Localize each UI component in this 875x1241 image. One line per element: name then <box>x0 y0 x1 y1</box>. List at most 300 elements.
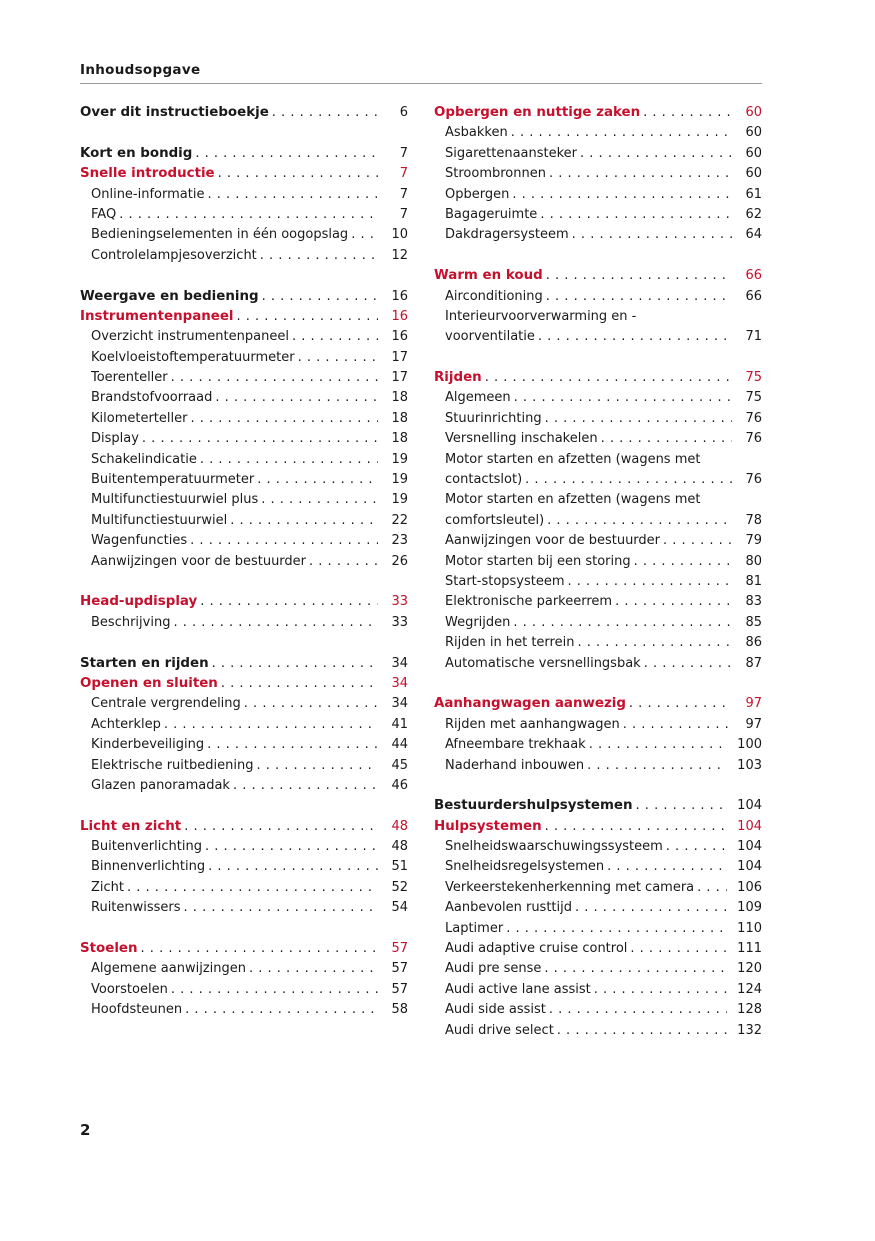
toc-page-number: 16 <box>391 288 408 304</box>
toc-entry-title: Algemeen <box>445 390 511 406</box>
toc-page-number: 6 <box>399 105 408 120</box>
toc-page-number: 33 <box>391 594 408 610</box>
toc-entry-audi-drive-select[interactable] <box>434 1021 762 1041</box>
toc-entry-title: Rijden in het terrein <box>445 635 575 651</box>
toc-entry-opbergen[interactable] <box>434 185 762 205</box>
toc-entry-title: Snelle introductie <box>80 166 215 182</box>
toc-chapter-rijden[interactable] <box>434 368 762 388</box>
toc-page-number: 66 <box>745 288 762 304</box>
dot-leader <box>549 164 732 184</box>
toc-entry-title: Head-updisplay <box>80 594 198 610</box>
toc-entry-title: Brandstofvoorraad <box>91 390 213 406</box>
toc-entry-title: Afneembare trekhaak <box>445 737 586 753</box>
toc-page-number: 103 <box>737 757 762 773</box>
section-spacer <box>434 246 762 266</box>
toc-entry-zicht[interactable] <box>80 878 408 898</box>
toc-entry-naderhand-inbouwen[interactable] <box>434 756 762 776</box>
toc-page-number: 120 <box>737 961 762 977</box>
toc-chapter-kort-en-bondig[interactable] <box>80 144 408 164</box>
toc-entry-verkeerstekenherkenning-met-camera[interactable] <box>434 878 762 898</box>
dot-leader <box>557 1021 727 1041</box>
toc-entry-kinderbeveiliging[interactable] <box>80 735 408 755</box>
toc-entry-title: Weergave en bediening <box>80 288 259 304</box>
dot-leader <box>545 409 732 429</box>
toc-entry-title: Audi side assist <box>445 1002 546 1018</box>
toc-page-number: 104 <box>737 818 762 834</box>
toc-chapter-licht-en-zicht[interactable] <box>80 817 408 837</box>
toc-entry-glazen-panoramadak[interactable] <box>80 776 408 796</box>
dot-leader <box>141 939 378 959</box>
dot-leader <box>261 490 378 510</box>
toc-page-number: 132 <box>737 1022 762 1038</box>
toc-entry-title: Over dit instructieboekje <box>80 105 269 120</box>
toc-entry-kilometerteller[interactable] <box>80 409 408 429</box>
section-spacer <box>80 796 408 816</box>
toc-entry-title: Snelheidswaarschuwingssysteem <box>445 839 663 855</box>
toc-entry-title: Ruitenwissers <box>91 900 181 916</box>
toc-entry-title: Elektrische ruitbediening <box>91 757 254 773</box>
toc-page-number: 60 <box>745 166 762 182</box>
toc-page-number: 80 <box>745 553 762 569</box>
dot-leader <box>262 287 378 307</box>
toc-page-number: 64 <box>745 227 762 243</box>
toc-entry-elektrische-ruitbediening[interactable] <box>80 756 408 776</box>
toc-page-number: 86 <box>745 635 762 651</box>
toc-page-number: 7 <box>399 206 408 222</box>
toc-entry-online-informatie[interactable] <box>80 185 408 205</box>
toc-page-number: 17 <box>391 349 408 365</box>
dot-leader <box>218 164 378 184</box>
dot-leader <box>589 735 727 755</box>
toc-entry-audi-active-lane-assist[interactable] <box>434 980 762 1000</box>
toc-page-number: 97 <box>745 696 762 712</box>
toc-page-number: 76 <box>745 431 762 447</box>
toc-entry-title: Snelheidsregelsystemen <box>445 859 605 875</box>
toc-entry-title: Schakelindicatie <box>91 451 197 467</box>
toc-entry-voorstoelen[interactable] <box>80 980 408 1000</box>
toc-page-number: 79 <box>745 533 762 549</box>
toc-entry-title: Start-stopsysteem <box>445 573 565 589</box>
toc-entry-title: Zicht <box>91 879 125 895</box>
toc-chapter-bestuurdershulpsystemen[interactable] <box>434 796 762 816</box>
toc-entry-aanwijzingen-voor-de-bestuurder[interactable] <box>80 552 408 572</box>
toc-entry-title: Airconditioning <box>445 288 543 304</box>
toc-entry-title: Online-informatie <box>91 186 205 202</box>
toc-entry-title: Audi adaptive cruise control <box>445 941 628 957</box>
toc-page-number: 18 <box>391 431 408 447</box>
toc-entry-title: Rijden <box>434 370 482 386</box>
toc-entry-title: Asbakken <box>445 125 508 141</box>
toc-entry-bedieningselementen-in-een-oogopslag[interactable] <box>80 225 408 245</box>
dot-leader <box>249 959 378 979</box>
toc-page-number: 85 <box>745 614 762 630</box>
toc-page-number: 71 <box>745 329 762 345</box>
toc-entry-beschrijving[interactable] <box>80 613 408 633</box>
dot-leader <box>587 756 727 776</box>
section-spacer <box>434 776 762 796</box>
toc-entry-motor-starten-en-afzetten-wagens-met[interactable] <box>434 450 762 470</box>
dot-leader <box>634 552 732 572</box>
toc-entry-title: Automatische versnellingsbak <box>445 655 641 671</box>
toc-entry-stuurinrichting[interactable] <box>434 409 762 429</box>
toc-page-number: 16 <box>391 308 408 324</box>
toc-entry-start-stopsysteem[interactable] <box>434 572 762 592</box>
toc-page-number: 87 <box>745 655 762 671</box>
toc-entry-multifunctiestuurwiel[interactable] <box>80 511 408 531</box>
toc-entry-voorventilatie[interactable] <box>434 327 762 347</box>
dot-leader <box>568 572 732 592</box>
toc-entry-audi-pre-sense[interactable] <box>434 959 762 979</box>
toc-entry-buitenverlichting[interactable] <box>80 837 408 857</box>
dot-leader <box>244 694 378 714</box>
toc-entry-title: Display <box>91 431 139 447</box>
toc-entry-algemeen[interactable] <box>434 388 762 408</box>
dot-leader <box>208 857 378 877</box>
toc-entry-snelheidsregelsystemen[interactable] <box>434 857 762 877</box>
toc-entry-faq[interactable] <box>80 205 408 225</box>
toc-entry-wegrijden[interactable] <box>434 613 762 633</box>
dot-leader <box>212 654 378 674</box>
toc-page-number: 19 <box>391 472 408 488</box>
toc-entry-title: Audi drive select <box>445 1022 554 1038</box>
toc-entry-title: Kort en bondig <box>80 145 193 161</box>
dot-leader <box>298 348 378 368</box>
toc-entry-audi-adaptive-cruise-control[interactable] <box>434 939 762 959</box>
dot-leader <box>630 939 727 959</box>
dot-leader <box>185 1000 378 1020</box>
toc-entry-title: Centrale vergrendeling <box>91 696 241 712</box>
toc-entry-title: Motor starten bij een storing <box>445 553 631 569</box>
toc-entry-title: Multifunctiestuurwiel plus <box>91 492 259 508</box>
dot-leader <box>205 837 378 857</box>
toc-page-number: 33 <box>391 614 408 630</box>
dot-leader <box>309 552 378 572</box>
dot-leader <box>663 531 732 551</box>
toc-page-number: 58 <box>391 1002 408 1018</box>
dot-leader <box>119 205 378 225</box>
toc-entry-title: Interieurvoorverwarming en - <box>445 308 637 324</box>
toc-entry-title: Hulpsystemen <box>434 818 542 834</box>
toc-page-number: 54 <box>391 900 408 916</box>
dot-leader <box>351 225 378 245</box>
toc-entry-automatische-versnellingsbak[interactable] <box>434 654 762 674</box>
dot-leader <box>644 654 732 674</box>
toc-entry-snelheidswaarschuwingssysteem[interactable] <box>434 837 762 857</box>
dot-leader <box>580 144 732 164</box>
dot-leader <box>538 327 732 347</box>
toc-page-number: 41 <box>391 716 408 732</box>
toc-chapter-aanhangwagen-aanwezig[interactable] <box>434 694 762 714</box>
toc-entry-motor-starten-en-afzetten-wagens-met[interactable] <box>434 490 762 510</box>
dot-leader <box>636 796 728 816</box>
toc-entry-title: Verkeerstekenherkenning met camera <box>445 879 695 895</box>
dot-leader <box>575 898 727 918</box>
toc-entry-audi-side-assist[interactable] <box>434 1000 762 1020</box>
dot-leader <box>513 613 732 633</box>
toc-page-number: 7 <box>399 145 408 161</box>
toc-entry-title: Buitentemperatuurmeter <box>91 472 255 488</box>
dot-leader <box>272 103 378 123</box>
dot-leader <box>546 287 732 307</box>
toc-entry-multifunctiestuurwiel-plus[interactable] <box>80 490 408 510</box>
dot-leader <box>127 878 378 898</box>
toc-entry-title: Aanhangwagen aanwezig <box>434 696 626 712</box>
dot-leader <box>512 185 732 205</box>
toc-entry-brandstofvoorraad[interactable] <box>80 388 408 408</box>
toc-page-number: 22 <box>391 512 408 528</box>
toc-entry-title: Binnenverlichting <box>91 859 206 875</box>
dot-leader <box>601 429 732 449</box>
toc-page-number: 106 <box>737 879 762 895</box>
toc-page-number: 48 <box>391 839 408 855</box>
dot-leader <box>200 592 378 612</box>
toc-page-number: 7 <box>399 166 408 182</box>
toc-page-number: 48 <box>391 818 408 834</box>
toc-chapter-snelle-introductie[interactable] <box>80 164 408 184</box>
dot-leader <box>506 919 727 939</box>
toc-entry-rijden-met-aanhangwagen[interactable] <box>434 715 762 735</box>
toc-chapter-instrumentenpaneel[interactable] <box>80 307 408 327</box>
toc-page-number: 110 <box>737 920 762 936</box>
toc-chapter-over-dit-instructieboekje[interactable] <box>80 103 408 123</box>
dot-leader <box>629 694 732 714</box>
toc-page-number: 109 <box>737 900 762 916</box>
dot-leader <box>485 368 732 388</box>
toc-entry-title: Opbergen en nuttige zaken <box>434 105 641 120</box>
dot-leader <box>545 817 728 837</box>
toc-entry-title: Audi active lane assist <box>445 981 591 997</box>
dot-leader <box>207 185 378 205</box>
dot-leader <box>221 674 378 694</box>
toc-entry-title: Toerenteller <box>91 370 168 386</box>
toc-page-number: 7 <box>399 186 408 202</box>
dot-leader <box>164 715 378 735</box>
dot-leader <box>511 123 732 143</box>
dot-leader <box>230 511 378 531</box>
toc-entry-asbakken[interactable] <box>434 123 762 143</box>
toc-entry-title: Glazen panoramadak <box>91 777 230 793</box>
toc-left-column <box>80 103 408 1021</box>
toc-page-number: 104 <box>737 859 762 875</box>
toc-entry-bagageruimte[interactable] <box>434 205 762 225</box>
toc-entry-title: Hoofdsteunen <box>91 1002 183 1018</box>
toc-entry-title: Bagageruimte <box>445 206 538 222</box>
toc-entry-title: Dakdragersysteem <box>445 227 569 243</box>
toc-chapter-hulpsystemen[interactable] <box>434 817 762 837</box>
toc-page-number: 81 <box>745 573 762 589</box>
section-spacer <box>434 674 762 694</box>
section-spacer <box>80 572 408 592</box>
dot-leader <box>173 613 378 633</box>
dot-leader <box>666 837 727 857</box>
toc-page-number: 46 <box>391 777 408 793</box>
toc-page-number: 60 <box>745 105 762 120</box>
toc-entry-title: Multifunctiestuurwiel <box>91 512 228 528</box>
toc-entry-title: Rijden met aanhangwagen <box>445 716 620 732</box>
toc-entry-title: Stuurinrichting <box>445 410 542 426</box>
toc-entry-ruitenwissers[interactable] <box>80 898 408 918</box>
toc-entry-aanwijzingen-voor-de-bestuurder[interactable] <box>434 531 762 551</box>
dot-leader <box>514 388 732 408</box>
page-number: 2 <box>80 1121 91 1139</box>
dot-leader <box>257 470 378 490</box>
toc-entry-title: Elektronische parkeerrem <box>445 594 613 610</box>
toc-page-number: 83 <box>745 594 762 610</box>
toc-chapter-warm-en-koud[interactable] <box>434 266 762 286</box>
toc-entry-title: Aanwijzingen voor de bestuurder <box>91 553 307 569</box>
toc-entry-elektronische-parkeerrem[interactable] <box>434 592 762 612</box>
header-title: Inhoudsopgave <box>80 62 201 78</box>
toc-page-number: 76 <box>745 410 762 426</box>
dot-leader <box>190 409 378 429</box>
dot-leader <box>643 103 732 123</box>
toc-page-number: 52 <box>391 879 408 895</box>
toc-entry-rijden-in-het-terrein[interactable] <box>434 633 762 653</box>
toc-page-number: 19 <box>391 451 408 467</box>
toc-page-number: 16 <box>391 329 408 345</box>
toc-page-number: 19 <box>391 492 408 508</box>
dot-leader <box>292 327 378 347</box>
toc-entry-title: Wegrijden <box>445 614 511 630</box>
toc-entry-title: Versnelling inschakelen <box>445 431 598 447</box>
toc-entry-hoofdsteunen[interactable] <box>80 1000 408 1020</box>
dot-leader <box>237 307 378 327</box>
toc-chapter-openen-en-sluiten[interactable] <box>80 674 408 694</box>
toc-page-number: 57 <box>391 961 408 977</box>
toc-entry-title: Bedieningselementen in één oogopslag <box>91 227 349 243</box>
toc-entry-title: Aanbevolen rusttijd <box>445 900 573 916</box>
dot-leader <box>256 756 378 776</box>
dot-leader <box>207 735 378 755</box>
toc-entry-aanbevolen-rusttijd[interactable] <box>434 898 762 918</box>
toc-page-number: 18 <box>391 390 408 406</box>
dot-leader <box>215 388 378 408</box>
toc-entry-title: Beschrijving <box>91 614 171 630</box>
toc-page-number: 45 <box>391 757 408 773</box>
toc-entry-algemene-aanwijzingen[interactable] <box>80 959 408 979</box>
toc-page-number: 44 <box>391 737 408 753</box>
toc-page-number: 128 <box>737 1002 762 1018</box>
toc-entry-koelvloeistoftemperatuurmeter[interactable] <box>80 348 408 368</box>
toc-entry-interieurvoorverwarming-en[interactable] <box>434 307 762 327</box>
toc-entry-sigarettenaansteker[interactable] <box>434 144 762 164</box>
toc-page-number: 17 <box>391 370 408 386</box>
toc-page-number: 104 <box>737 798 762 814</box>
dot-leader <box>233 776 378 796</box>
toc-page-number: 104 <box>737 839 762 855</box>
toc-entry-afneembare-trekhaak[interactable] <box>434 735 762 755</box>
toc-entry-laptimer[interactable] <box>434 919 762 939</box>
dot-leader <box>572 225 732 245</box>
dot-leader <box>171 368 378 388</box>
toc-entry-motor-starten-bij-een-storing[interactable] <box>434 552 762 572</box>
toc-entry-contactslot[interactable] <box>434 470 762 490</box>
toc-entry-comfortsleutel[interactable] <box>434 511 762 531</box>
toc-entry-title: Achterklep <box>91 716 161 732</box>
toc-entry-display[interactable] <box>80 429 408 449</box>
toc-page-number: 23 <box>391 533 408 549</box>
dot-leader <box>260 246 378 266</box>
dot-leader <box>697 878 727 898</box>
dot-leader <box>540 205 732 225</box>
dot-leader <box>623 715 732 735</box>
toc-page-number: 76 <box>745 472 762 488</box>
toc-chapter-weergave-en-bediening[interactable] <box>80 287 408 307</box>
dot-leader <box>547 511 732 531</box>
toc-entry-wagenfuncties[interactable] <box>80 531 408 551</box>
toc-entry-schakelindicatie[interactable] <box>80 450 408 470</box>
toc-chapter-opbergen-en-nuttige-zaken[interactable] <box>434 103 762 123</box>
dot-leader <box>142 429 378 449</box>
toc-entry-buitentemperatuurmeter[interactable] <box>80 470 408 490</box>
dot-leader <box>200 450 378 470</box>
toc-page-number: 18 <box>391 410 408 426</box>
toc-entry-title: contactslot) <box>445 472 523 488</box>
toc-entry-title: FAQ <box>91 206 117 222</box>
toc-page-number: 34 <box>391 655 408 671</box>
toc-entry-dakdragersysteem[interactable] <box>434 225 762 245</box>
toc-entry-airconditioning[interactable] <box>434 287 762 307</box>
dot-leader <box>615 592 732 612</box>
toc-entry-title: Algemene aanwijzingen <box>91 961 246 977</box>
toc-chapter-head-updisplay[interactable] <box>80 592 408 612</box>
toc-page-number: 75 <box>745 390 762 406</box>
toc-entry-title: Controlelampjesoverzicht <box>91 247 257 263</box>
dot-leader <box>607 857 727 877</box>
toc-entry-overzicht-instrumentenpaneel[interactable] <box>80 327 408 347</box>
dot-leader <box>577 633 732 653</box>
toc-entry-title: Warm en koud <box>434 268 543 284</box>
toc-page-number: 111 <box>737 941 762 957</box>
toc-entry-achterklep[interactable] <box>80 715 408 735</box>
dot-leader <box>184 898 378 918</box>
section-spacer <box>80 266 408 286</box>
toc-entry-title: Stoelen <box>80 941 138 957</box>
toc-page-number: 12 <box>391 247 408 263</box>
toc-page-number: 124 <box>737 981 762 997</box>
toc-entry-toerenteller[interactable] <box>80 368 408 388</box>
toc-page-number: 61 <box>745 186 762 202</box>
toc-entry-title: Koelvloeistoftemperatuurmeter <box>91 349 295 365</box>
toc-entry-title: Aanwijzingen voor de bestuurder <box>445 533 661 549</box>
toc-page-number: 34 <box>391 696 408 712</box>
toc-page-number: 34 <box>391 675 408 691</box>
toc-entry-title: Naderhand inbouwen <box>445 757 585 773</box>
toc-page-number: 26 <box>391 553 408 569</box>
toc-entry-binnenverlichting[interactable] <box>80 857 408 877</box>
toc-entry-title: Voorstoelen <box>91 981 168 997</box>
dot-leader <box>594 980 727 1000</box>
toc-page-number: 60 <box>745 145 762 161</box>
dot-leader <box>190 531 378 551</box>
toc-chapter-stoelen[interactable] <box>80 939 408 959</box>
toc-chapter-starten-en-rijden[interactable] <box>80 654 408 674</box>
toc-entry-centrale-vergrendeling[interactable] <box>80 694 408 714</box>
toc-entry-controlelampjesoverzicht[interactable] <box>80 246 408 266</box>
toc-page-number: 75 <box>745 370 762 386</box>
toc-page-number: 60 <box>745 125 762 141</box>
dot-leader <box>184 817 378 837</box>
section-spacer <box>80 633 408 653</box>
toc-entry-versnelling-inschakelen[interactable] <box>434 429 762 449</box>
toc-page-number: 10 <box>391 227 408 243</box>
section-spacer <box>434 348 762 368</box>
dot-leader <box>546 266 732 286</box>
dot-leader <box>549 1000 727 1020</box>
toc-entry-stroombronnen[interactable] <box>434 164 762 184</box>
dot-leader <box>544 959 727 979</box>
toc-entry-title: Audi pre sense <box>445 961 542 977</box>
